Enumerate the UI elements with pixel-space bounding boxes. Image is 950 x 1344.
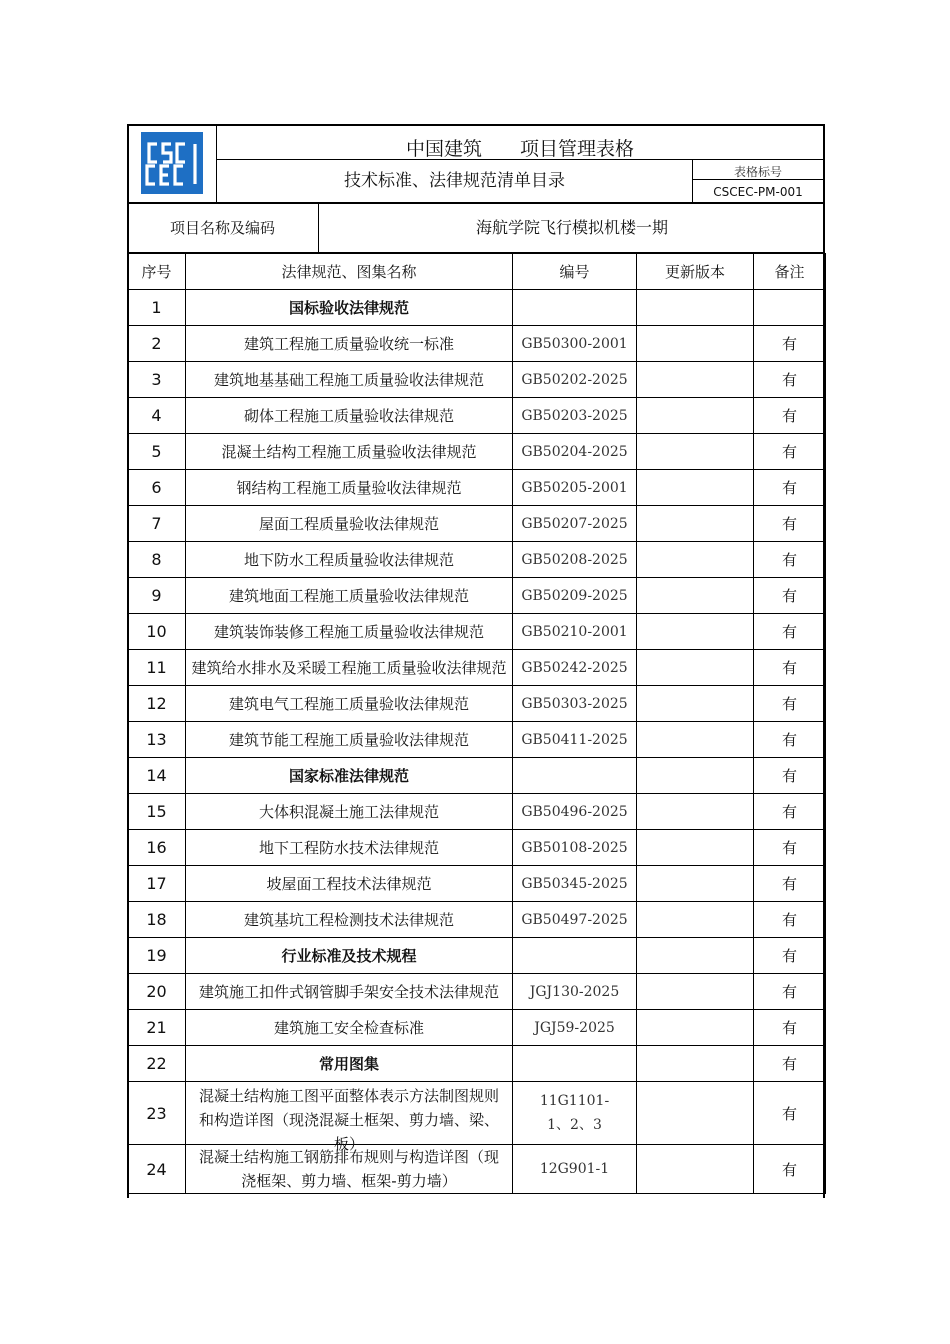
row-number [128, 938, 186, 974]
row-code-text: GB50242-2025 [521, 659, 628, 676]
row-note [754, 758, 826, 794]
row-name-text: 建筑地面工程施工质量验收法律规范 [228, 586, 469, 605]
table-row [128, 722, 826, 758]
row-note-text: 有 [781, 551, 797, 569]
org-name: 中国建筑 [405, 138, 482, 160]
row-name [186, 542, 513, 578]
table-row [128, 830, 826, 866]
row-code [513, 506, 637, 542]
row-name-text: 常用图集 [318, 1054, 379, 1073]
row-version [637, 470, 754, 506]
row-code [513, 614, 637, 650]
row-name-text: 建筑装饰装修工程施工质量验收法律规范 [213, 622, 484, 641]
row-note [754, 650, 826, 686]
row-name-text: 建筑地基基础工程施工质量验收法律规范 [213, 370, 484, 389]
row-name [186, 866, 513, 902]
row-name [186, 938, 513, 974]
row-code [513, 542, 637, 578]
table-row [128, 614, 826, 650]
row-note [754, 974, 826, 1010]
row-name [186, 758, 513, 794]
row-code-text: 12G901-1 [539, 1161, 610, 1177]
table-row [128, 434, 826, 470]
row-code [513, 650, 637, 686]
row-code-text: GB50203-2025 [521, 407, 628, 424]
row-number-text: 1 [151, 298, 162, 317]
row-name-text: 建筑电气工程施工质量验收法律规范 [228, 694, 469, 713]
row-number [128, 434, 186, 470]
row-note-text: 有 [781, 1055, 797, 1073]
row-name [186, 1082, 513, 1153]
row-code [513, 830, 637, 866]
project-label: 项目名称及编码 [127, 204, 319, 252]
row-note-text: 有 [781, 767, 797, 785]
row-name [186, 974, 513, 1010]
row-number [128, 830, 186, 866]
table-row [128, 326, 826, 362]
row-note-text: 有 [781, 659, 797, 677]
row-code [513, 1145, 637, 1194]
col-header-note: 备注 [754, 254, 826, 290]
row-note [754, 290, 826, 326]
row-note-text: 有 [781, 623, 797, 641]
row-note [754, 1145, 826, 1194]
row-number [128, 506, 186, 542]
row-note [754, 794, 826, 830]
row-code [513, 758, 637, 794]
row-version [637, 722, 754, 758]
row-number [128, 1010, 186, 1046]
col-header-code: 编号 [513, 254, 637, 290]
row-number [128, 758, 186, 794]
row-version [637, 650, 754, 686]
row-name [186, 578, 513, 614]
row-code [513, 362, 637, 398]
row-number-text: 23 [146, 1103, 167, 1123]
row-number-text: 21 [146, 1018, 167, 1037]
row-number [128, 1046, 186, 1082]
table-row [128, 650, 826, 686]
table-row [128, 1145, 826, 1194]
row-note-text: 有 [781, 947, 797, 965]
row-code [513, 866, 637, 902]
form-header [127, 124, 825, 204]
row-version [637, 542, 754, 578]
row-code [513, 1082, 637, 1145]
row-number-text: 8 [151, 550, 162, 569]
row-number [128, 902, 186, 938]
row-version [637, 1145, 754, 1194]
row-code [513, 470, 637, 506]
row-version [637, 1010, 754, 1046]
row-number-text: 19 [146, 946, 167, 965]
row-number-text: 13 [146, 730, 167, 749]
col-header-name: 法律规范、图集名称 [186, 254, 513, 290]
row-code [513, 1010, 637, 1046]
row-note [754, 866, 826, 902]
row-note [754, 686, 826, 722]
row-name [186, 1046, 513, 1082]
row-note-text: 有 [781, 731, 797, 749]
row-name [186, 506, 513, 542]
row-name-text: 行业标准及技术规程 [281, 946, 417, 965]
row-code [513, 326, 637, 362]
col-header-no: 序号 [128, 254, 186, 290]
row-name [186, 290, 513, 326]
row-version [637, 686, 754, 722]
row-number-text: 10 [146, 622, 167, 641]
row-number-text: 2 [151, 334, 162, 353]
row-name-text: 国家标准法律规范 [288, 766, 409, 785]
row-note [754, 542, 826, 578]
row-code-text: GB50411-2025 [521, 731, 628, 748]
row-note [754, 1082, 826, 1145]
row-number [128, 1082, 186, 1145]
row-number [128, 686, 186, 722]
row-note-text: 有 [781, 515, 797, 533]
row-name [186, 326, 513, 362]
row-note-text: 有 [781, 839, 797, 857]
row-note [754, 722, 826, 758]
row-note-text: 有 [781, 443, 797, 461]
standards-table [127, 253, 826, 1194]
table-row [128, 1046, 826, 1082]
row-name-text: 建筑节能工程施工质量验收法律规范 [228, 730, 469, 749]
row-version [637, 794, 754, 830]
row-note-text: 有 [781, 587, 797, 605]
row-note-text: 有 [781, 911, 797, 929]
row-name [186, 650, 513, 686]
form-name: 项目管理表格 [520, 138, 635, 160]
row-note [754, 398, 826, 434]
row-code [513, 398, 637, 434]
row-note-text: 有 [781, 371, 797, 389]
row-version [637, 290, 754, 326]
row-name [186, 902, 513, 938]
table-row [128, 398, 826, 434]
row-code [513, 974, 637, 1010]
row-number-text: 12 [146, 694, 167, 713]
row-name-text: 建筑给水排水及采暖工程施工质量验收法律规范 [191, 658, 507, 677]
row-name [186, 470, 513, 506]
row-number [128, 362, 186, 398]
row-code [513, 290, 637, 326]
row-note-text: 有 [781, 803, 797, 821]
row-number-text: 3 [151, 370, 162, 389]
table-row [128, 794, 826, 830]
row-code-text: GB50345-2025 [521, 875, 628, 892]
row-name-text: 地下工程防水技术法律规范 [258, 838, 439, 857]
row-version [637, 434, 754, 470]
form-code-label: 表格标号 [693, 160, 823, 180]
row-number-text: 18 [146, 910, 167, 929]
row-version [637, 1046, 754, 1082]
row-code [513, 686, 637, 722]
row-number-text: 14 [146, 766, 167, 785]
row-version [637, 974, 754, 1010]
row-number [128, 470, 186, 506]
row-code-text: 11G1101-1、2、3 [539, 1093, 610, 1133]
table-row [128, 542, 826, 578]
row-code-text: GB50210-2001 [521, 623, 628, 640]
row-version [637, 830, 754, 866]
row-name [186, 686, 513, 722]
table-row [128, 578, 826, 614]
row-code-text: GB50204-2025 [521, 443, 628, 460]
row-code-text: GB50202-2025 [521, 371, 628, 388]
row-note-text: 有 [781, 407, 797, 425]
cscec-logo [141, 132, 203, 194]
row-number [128, 866, 186, 902]
row-number [128, 614, 186, 650]
row-note-text: 有 [781, 875, 797, 893]
row-number-text: 7 [151, 514, 162, 533]
row-number [128, 578, 186, 614]
row-version [637, 506, 754, 542]
row-name [186, 614, 513, 650]
row-code-text: GB50108-2025 [521, 839, 628, 856]
row-version [637, 614, 754, 650]
row-number [128, 1145, 186, 1194]
row-number-text: 16 [146, 838, 167, 857]
row-number-text: 24 [146, 1159, 167, 1179]
row-note [754, 938, 826, 974]
table-row [128, 902, 826, 938]
row-name-text: 混凝土结构施工钢筋排布规则与构造详图（现浇框架、剪力墙、框架-剪力墙） [198, 1148, 499, 1190]
table-row [128, 938, 826, 974]
table-row [128, 1082, 826, 1145]
row-code [513, 434, 637, 470]
row-name-text: 建筑基坑工程检测技术法律规范 [243, 910, 454, 929]
table-row [128, 866, 826, 902]
table-row [128, 1010, 826, 1046]
row-name [186, 830, 513, 866]
project-value: 海航学院飞行模拟机楼一期 [475, 218, 668, 237]
row-name [186, 1010, 513, 1046]
row-note [754, 1010, 826, 1046]
row-name-text: 建筑施工扣件式钢管脚手架安全技术法律规范 [198, 982, 499, 1001]
row-note [754, 506, 826, 542]
row-number-text: 15 [146, 802, 167, 821]
table-row [128, 758, 826, 794]
table-row [128, 974, 826, 1010]
row-number [128, 290, 186, 326]
row-version [637, 362, 754, 398]
row-code [513, 578, 637, 614]
row-note-text: 有 [781, 479, 797, 497]
row-note-text: 有 [781, 1160, 797, 1179]
row-code-text: GB50303-2025 [521, 695, 628, 712]
row-number-text: 9 [151, 586, 162, 605]
table-row [128, 470, 826, 506]
form-code-value: CSCEC-PM-001 [713, 185, 803, 199]
row-version [637, 866, 754, 902]
row-name-text: 坡屋面工程技术法律规范 [266, 874, 432, 893]
row-version [637, 398, 754, 434]
row-note-text: 有 [781, 695, 797, 713]
row-note-text: 有 [781, 983, 797, 1001]
row-name-text: 屋面工程质量验收法律规范 [258, 514, 439, 533]
row-name-text: 混凝土结构工程施工质量验收法律规范 [221, 442, 477, 461]
row-version [637, 1082, 754, 1145]
row-version [637, 578, 754, 614]
row-number [128, 722, 186, 758]
row-version [637, 902, 754, 938]
row-number-text: 20 [146, 982, 167, 1001]
row-name-text: 砌体工程施工质量验收法律规范 [243, 406, 454, 425]
row-code-text: GB50497-2025 [521, 911, 628, 928]
table-row [128, 290, 826, 326]
row-number [128, 398, 186, 434]
row-name [186, 398, 513, 434]
table-row [128, 686, 826, 722]
row-note [754, 902, 826, 938]
row-code-text: GB50209-2025 [521, 587, 628, 604]
table-row [128, 506, 826, 542]
table-header-row [128, 254, 826, 290]
row-note [754, 434, 826, 470]
row-name [186, 722, 513, 758]
row-name [186, 434, 513, 470]
row-code-text: GB50205-2001 [521, 479, 628, 496]
row-number [128, 326, 186, 362]
row-code-text: GB50208-2025 [521, 551, 628, 568]
logo-cell [127, 124, 217, 202]
row-code-text: JGJ59-2025 [534, 1019, 615, 1036]
row-note [754, 830, 826, 866]
row-version [637, 326, 754, 362]
row-name-text: 建筑工程施工质量验收统一标准 [243, 334, 454, 353]
row-note [754, 1046, 826, 1082]
row-number [128, 650, 186, 686]
row-name [186, 362, 513, 398]
row-note [754, 362, 826, 398]
row-number-text: 11 [146, 658, 167, 677]
row-code [513, 902, 637, 938]
header-title [217, 124, 823, 160]
row-name-text: 地下防水工程质量验收法律规范 [243, 550, 454, 569]
project-row [127, 204, 825, 253]
row-version [637, 758, 754, 794]
row-name [186, 794, 513, 830]
header-subtitle: 技术标准、法律规范清单目录 [217, 160, 693, 202]
row-name-text: 国标验收法律规范 [288, 298, 409, 317]
row-name-text: 大体积混凝土施工法律规范 [258, 802, 439, 821]
row-note [754, 578, 826, 614]
row-name-text: 混凝土结构施工图平面整体表示方法制图规则和构造详图（现浇混凝土框架、剪力墙、梁、板） [198, 1087, 499, 1153]
row-note [754, 326, 826, 362]
row-code [513, 938, 637, 974]
row-number-text: 6 [151, 478, 162, 497]
row-note [754, 470, 826, 506]
row-name-text: 建筑施工安全检查标准 [273, 1018, 424, 1037]
row-number [128, 542, 186, 578]
row-note [754, 614, 826, 650]
row-code [513, 794, 637, 830]
row-number-text: 4 [151, 406, 162, 425]
row-number [128, 794, 186, 830]
table-row [128, 362, 826, 398]
row-code [513, 722, 637, 758]
row-code-text: GB50207-2025 [521, 515, 628, 532]
row-note-text: 有 [781, 1019, 797, 1037]
row-number [128, 974, 186, 1010]
row-name [186, 1145, 513, 1194]
col-header-version: 更新版本 [637, 254, 754, 290]
row-number-text: 5 [151, 442, 162, 461]
row-name-text: 钢结构工程施工质量验收法律规范 [236, 478, 462, 497]
row-code-text: GB50496-2025 [521, 803, 628, 820]
row-code-text: GB50300-2001 [521, 335, 628, 352]
row-code-text: JGJ130-2025 [529, 983, 620, 1000]
row-version [637, 938, 754, 974]
row-number-text: 22 [146, 1054, 167, 1073]
row-number-text: 17 [146, 874, 167, 893]
row-code [513, 1046, 637, 1082]
row-note-text: 有 [781, 1104, 797, 1123]
row-note-text: 有 [781, 335, 797, 353]
